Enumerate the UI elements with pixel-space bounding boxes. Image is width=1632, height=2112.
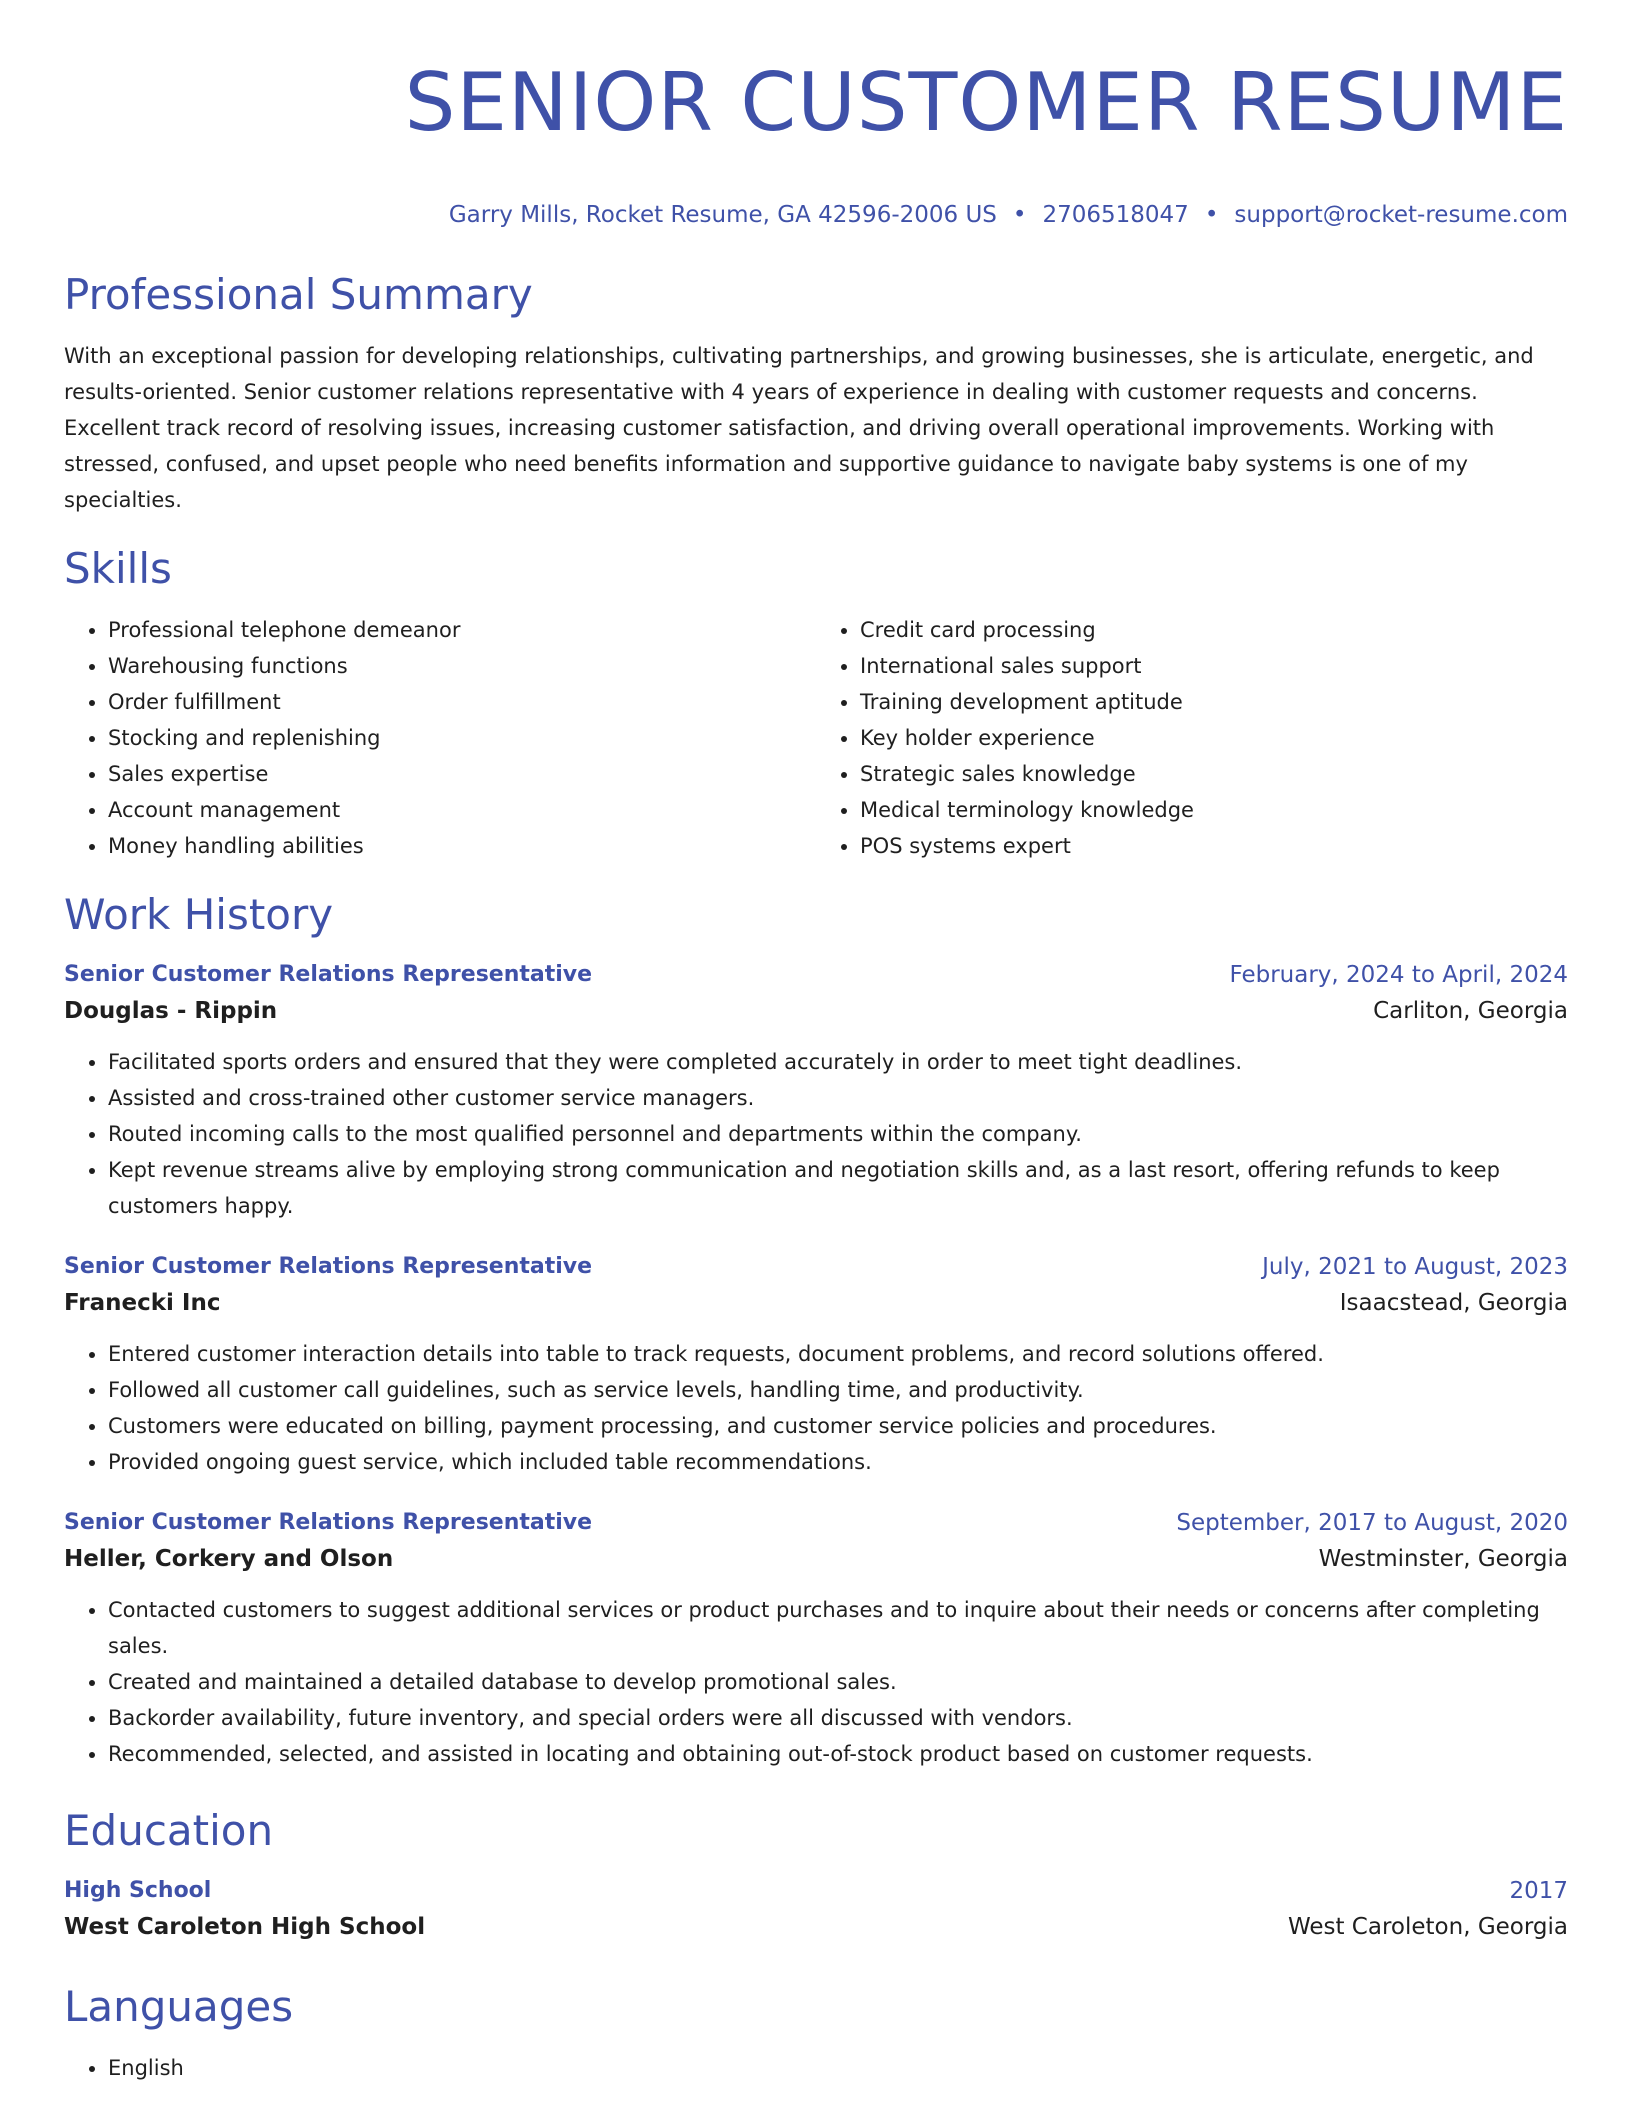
job-bullet: • Routed incoming calls to the most qualified personnel and departments within the company. xyxy=(108,1116,1568,1152)
job-location: Isaacstead, Georgia xyxy=(1339,1290,1568,1316)
contact-separator: • xyxy=(1012,202,1027,228)
summary-text: With an exceptional passion for developing relationships, cultivating partnerships, and growing businesses, she is articulate, energetic, and results-oriented. Senior customer relations representative with 4 years of experience in dealing with customer requests and concerns. Excellent track record of resolving issues, increasing customer satisfaction, and driving overall operational improvements. Working with stressed, confused, and upset people who need benefits information and supportive guidance to navigate baby systems is one of my specialties. xyxy=(64,344,1534,512)
education-year: 2017 xyxy=(1509,1878,1568,1904)
skills-list-right xyxy=(816,612,1568,864)
contact-address: Garry Mills, Rocket Resume, GA 42596-2006 US xyxy=(448,202,997,228)
skills-list-left xyxy=(64,612,816,864)
job-entry xyxy=(64,1252,1568,1480)
skill-item: • Order fulfillment xyxy=(108,684,816,720)
skill-item: • Professional telephone demeanor xyxy=(108,612,816,648)
job-bullet: • Entered customer interaction details into table to track requests, document problems, and record solutions offered. xyxy=(108,1336,1568,1372)
job-company: Douglas - Rippin xyxy=(64,998,278,1024)
skill-item: • Credit card processing xyxy=(860,612,1568,648)
skill-item: • International sales support xyxy=(860,648,1568,684)
job-company: Franecki Inc xyxy=(64,1290,221,1316)
summary-heading: Professional Summary xyxy=(64,270,533,319)
job-entry xyxy=(64,1508,1568,1772)
education-heading: Education xyxy=(64,1806,274,1855)
resume-title: SENIOR CUSTOMER RESUME xyxy=(404,56,1568,149)
job-bullet: • Created and maintained a detailed database to develop promotional sales. xyxy=(108,1664,1568,1700)
skills-heading: Skills xyxy=(64,544,172,593)
language-item: • English xyxy=(108,2050,1568,2086)
languages-list xyxy=(64,2050,1568,2086)
job-bullet: • Backorder availability, future inventory, and special orders were all discussed with vendors. xyxy=(108,1700,1568,1736)
contact-phone: 2706518047 xyxy=(1042,202,1189,228)
job-location: Westminster, Georgia xyxy=(1318,1546,1568,1572)
job-bullet: • Contacted customers to suggest additional services or product purchases and to inquire about their needs or concerns after completing sales. xyxy=(108,1592,1568,1664)
job-dates: July, 2021 to August, 2023 xyxy=(1262,1254,1568,1280)
work-history-heading: Work History xyxy=(64,890,334,939)
skill-item: • POS systems expert xyxy=(860,828,1568,864)
contact-line xyxy=(64,200,1568,230)
skill-item: • Strategic sales knowledge xyxy=(860,756,1568,792)
job-bullet: • Followed all customer call guidelines, such as service levels, handling time, and productivity. xyxy=(108,1372,1568,1408)
job-bullet: • Assisted and cross-trained other customer service managers. xyxy=(108,1080,1568,1116)
job-location: Carliton, Georgia xyxy=(1373,998,1568,1024)
education-location: West Caroleton, Georgia xyxy=(1287,1914,1568,1940)
skill-item: • Medical terminology knowledge xyxy=(860,792,1568,828)
education-entry xyxy=(64,1876,1568,1942)
skill-item: • Key holder experience xyxy=(860,720,1568,756)
job-bullet: • Customers were educated on billing, payment processing, and customer service policies and procedures. xyxy=(108,1408,1568,1444)
contact-separator: • xyxy=(1204,202,1219,228)
education-school: West Caroleton High School xyxy=(64,1914,426,1940)
job-entry xyxy=(64,960,1568,1224)
contact-email: support@rocket-resume.com xyxy=(1234,202,1568,228)
job-company: Heller, Corkery and Olson xyxy=(64,1546,394,1572)
job-bullets xyxy=(64,1044,1568,1224)
skills-columns xyxy=(64,612,1568,864)
skill-item: • Stocking and replenishing xyxy=(108,720,816,756)
job-dates: February, 2024 to April, 2024 xyxy=(1229,962,1568,988)
skill-item: • Training development aptitude xyxy=(860,684,1568,720)
job-role: Senior Customer Relations Representative xyxy=(64,962,593,987)
job-role: Senior Customer Relations Representative xyxy=(64,1254,593,1279)
skill-item: • Warehousing functions xyxy=(108,648,816,684)
skill-item: • Money handling abilities xyxy=(108,828,816,864)
job-bullet: • Provided ongoing guest service, which included table recommendations. xyxy=(108,1444,1568,1480)
languages-heading: Languages xyxy=(64,1982,294,2031)
education-degree: High School xyxy=(64,1878,212,1903)
job-bullets xyxy=(64,1592,1568,1772)
job-dates: September, 2017 to August, 2020 xyxy=(1176,1510,1568,1536)
job-bullet: • Kept revenue streams alive by employing strong communication and negotiation skills and, as a last resort, offering refunds to keep customers happy. xyxy=(108,1152,1568,1224)
job-bullets xyxy=(64,1336,1568,1480)
job-bullet: • Recommended, selected, and assisted in locating and obtaining out-of-stock product based on customer requests. xyxy=(108,1736,1568,1772)
job-role: Senior Customer Relations Representative xyxy=(64,1510,593,1535)
work-history-list xyxy=(64,960,1568,1772)
skill-item: • Account management xyxy=(108,792,816,828)
job-bullet: • Facilitated sports orders and ensured that they were completed accurately in order to meet tight deadlines. xyxy=(108,1044,1568,1080)
skill-item: • Sales expertise xyxy=(108,756,816,792)
